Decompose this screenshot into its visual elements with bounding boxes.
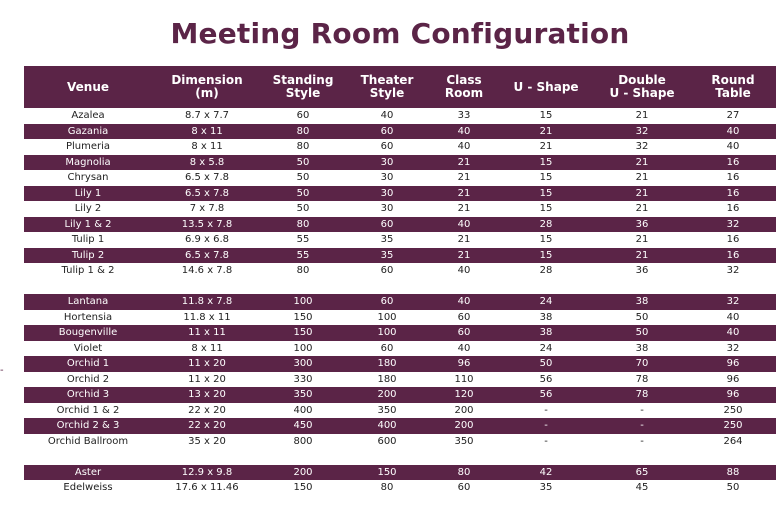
table-cell: 50 [539,358,553,370]
table-cell: 80 [296,125,310,137]
table-cell: 21 [635,203,649,215]
table-cell: 100 [293,342,313,354]
table-cell: 28 [539,218,553,230]
table-cell: 13 x 20 [188,389,226,401]
venue-name: Magnolia [65,156,111,168]
table-cell: 80 [296,141,310,153]
venue-name: Tulip 1 [71,234,105,246]
table-cell: 21 [635,234,649,246]
table-cell: 60 [457,482,471,494]
table-cell: 180 [377,373,397,385]
table-cell: 30 [380,187,394,199]
table-row [24,201,776,217]
table-cell: 22 x 20 [188,404,226,416]
table-cell: 400 [377,420,397,432]
table-cell: 6.5 x 7.8 [184,187,230,199]
venue-name: Lily 1 [74,187,102,199]
table-cell: 33 [457,110,471,122]
table-cell: 55 [296,249,310,261]
table-cell: 21 [457,249,471,261]
table-row [24,217,776,233]
column-header: U - Shape [513,79,579,94]
table-row [24,310,776,326]
table-cell: 40 [380,110,394,122]
table-row [24,465,776,481]
table-cell: 60 [296,110,310,122]
table-cell: 17.6 x 11.46 [175,482,239,494]
table-cell: 15 [539,172,553,184]
table-row [24,434,776,450]
table-row [24,372,776,388]
table-cell: 40 [457,342,471,354]
table-cell: 7 x 7.8 [189,203,225,215]
table-cell: 50 [296,156,310,168]
table-cell: 80 [380,482,394,494]
table-cell: 150 [293,311,313,323]
table-row [24,387,776,403]
table-cell: 8 x 11 [191,125,223,137]
table-cell: 21 [457,203,471,215]
table-cell: 300 [293,358,313,370]
row-spacer [24,449,776,465]
table-cell: 21 [635,156,649,168]
table-cell: 96 [726,358,740,370]
table-cell: 11 x 20 [188,358,226,370]
table-cell: 350 [293,389,313,401]
table-cell: 16 [726,249,740,261]
table-cell: 8 x 5.8 [189,156,225,168]
table-cell: 27 [726,110,740,122]
table-cell: - [640,420,644,432]
table-cell: 8 x 11 [191,141,223,153]
table-cell: 50 [635,327,649,339]
table-cell: 120 [454,389,474,401]
table-cell: 21 [539,141,553,153]
table-cell: 50 [635,311,649,323]
table-cell: 100 [293,296,313,308]
table-cell: 56 [539,373,553,385]
table-cell: 200 [293,466,313,478]
table-cell: 350 [454,435,474,447]
table-cell: 6.5 x 7.8 [184,249,230,261]
table-cell: - [640,404,644,416]
table-cell: 35 [380,234,394,246]
configuration-table [24,66,776,496]
table-cell: - [544,420,548,432]
table-cell: 40 [726,327,740,339]
table-cell: 150 [293,482,313,494]
table-cell: 38 [635,342,649,354]
table-cell: 15 [539,187,553,199]
table-cell: 11 x 20 [188,373,226,385]
table-cell: 22 x 20 [188,420,226,432]
table-cell: 40 [457,125,471,137]
table-cell: - [640,435,644,447]
table-cell: 96 [457,358,471,370]
venue-name: Orchid 2 & 3 [56,420,120,432]
table-cell: 28 [539,265,553,277]
table-cell: 60 [380,125,394,137]
table-cell: 78 [635,373,649,385]
table-cell: 100 [377,311,397,323]
table-row [24,124,776,140]
table-cell: 8 x 11 [191,342,223,354]
table-cell: 60 [380,342,394,354]
table-cell: 50 [296,187,310,199]
table-cell: 21 [635,249,649,261]
side-mark: - [0,365,4,376]
venue-name: Orchid 2 [66,373,110,385]
table-cell: 60 [457,327,471,339]
table-cell: 600 [377,435,397,447]
table-cell: 40 [726,125,740,137]
table-body [24,108,776,496]
table-cell: 330 [293,373,313,385]
table-cell: 40 [457,218,471,230]
table-cell: 14.6 x 7.8 [181,265,233,277]
column-header: Round Table [711,73,755,100]
table-cell: 400 [293,404,313,416]
table-cell: 56 [539,389,553,401]
table-cell: 24 [539,296,553,308]
table-row [24,108,776,124]
table-cell: 16 [726,187,740,199]
venue-name: Bougenville [58,327,118,339]
venue-name: Tulip 2 [71,249,105,261]
table-cell: 16 [726,156,740,168]
table-row [24,155,776,171]
table-cell: 35 [380,249,394,261]
table-cell: 24 [539,342,553,354]
table-cell: 11.8 x 11 [183,311,231,323]
table-cell: 40 [457,296,471,308]
table-cell: 80 [296,265,310,277]
table-cell: 350 [377,404,397,416]
table-cell: 42 [539,466,553,478]
table-cell: 30 [380,156,394,168]
table-cell: 50 [296,172,310,184]
table-cell: 40 [726,141,740,153]
table-cell: 30 [380,203,394,215]
venue-name: Aster [74,466,102,478]
table-cell: 65 [635,466,649,478]
table-row [24,186,776,202]
table-cell: 15 [539,203,553,215]
table-row [24,170,776,186]
table-row [24,139,776,155]
table-cell: 32 [635,141,649,153]
venue-name: Hortensia [63,311,113,323]
table-cell: 60 [380,296,394,308]
venue-name: Gazania [67,125,109,137]
table-cell: 15 [539,110,553,122]
table-cell: 38 [539,327,553,339]
table-cell: 21 [635,172,649,184]
table-cell: 32 [635,125,649,137]
table-cell: 6.5 x 7.8 [184,172,230,184]
venue-name: Plumeria [65,141,111,153]
table-cell: 8.7 x 7.7 [184,110,230,122]
table-row [24,263,776,279]
table-cell: 60 [457,311,471,323]
table-cell: 21 [539,125,553,137]
table-cell: 12.9 x 9.8 [181,466,233,478]
table-row [24,356,776,372]
venue-name: Orchid 1 & 2 [56,404,120,416]
table-cell: 800 [293,435,313,447]
table-cell: 13.5 x 7.8 [181,218,233,230]
table-cell: - [544,435,548,447]
table-row [24,294,776,310]
table-cell: - [544,404,548,416]
table-cell: 60 [380,141,394,153]
table-cell: 16 [726,234,740,246]
table-cell: 32 [726,218,740,230]
venue-name: Tulip 1 & 2 [61,265,115,277]
venue-name: Azalea [71,110,105,122]
venue-name: Edelweiss [63,482,113,494]
column-header: Dimension (m) [171,73,243,100]
table-cell: 40 [457,141,471,153]
table-cell: 55 [296,234,310,246]
venue-name: Orchid 3 [66,389,110,401]
table-cell: 150 [377,466,397,478]
table-cell: 70 [635,358,649,370]
venue-name: Orchid 1 [66,358,110,370]
table-row [24,232,776,248]
venue-name: Violet [73,342,103,354]
column-header: Theater Style [360,73,414,100]
venue-name: Lily 2 [74,203,102,215]
table-cell: 16 [726,172,740,184]
table-cell: 180 [377,358,397,370]
table-cell: 78 [635,389,649,401]
table-cell: 38 [539,311,553,323]
table-cell: 110 [454,373,474,385]
table-cell: 21 [635,187,649,199]
table-cell: 15 [539,249,553,261]
table-cell: 88 [726,466,740,478]
table-cell: 60 [380,265,394,277]
table-cell: 6.9 x 6.8 [184,234,230,246]
table-cell: 36 [635,218,649,230]
table-cell: 32 [726,342,740,354]
table-cell: 21 [457,234,471,246]
table-cell: 96 [726,373,740,385]
table-cell: 250 [723,404,743,416]
column-header: Class Room [444,73,484,100]
table-cell: 200 [454,404,474,416]
table-cell: 21 [457,187,471,199]
table-header [24,66,776,108]
table-row [24,403,776,419]
table-cell: 38 [635,296,649,308]
table-cell: 11.8 x 7.8 [181,296,233,308]
table-cell: 50 [296,203,310,215]
venue-name: Orchid Ballroom [47,435,129,447]
table-cell: 80 [457,466,471,478]
table-cell: 200 [377,389,397,401]
row-spacer [24,279,776,295]
table-cell: 36 [635,265,649,277]
column-header: Standing Style [272,73,334,100]
table-cell: 50 [726,482,740,494]
table-cell: 264 [723,435,743,447]
table-cell: 32 [726,265,740,277]
table-cell: 35 x 20 [188,435,226,447]
table-cell: 21 [457,156,471,168]
table-cell: 40 [457,265,471,277]
table-row [24,325,776,341]
table-cell: 15 [539,234,553,246]
table-cell: 60 [380,218,394,230]
table-row [24,341,776,357]
table-cell: 35 [539,482,553,494]
table-cell: 32 [726,296,740,308]
table-cell: 16 [726,203,740,215]
table-cell: 200 [454,420,474,432]
table-row [24,418,776,434]
table-cell: 250 [723,420,743,432]
table-row [24,480,776,496]
table-cell: 21 [635,110,649,122]
table-cell: 40 [726,311,740,323]
venue-name: Lily 1 & 2 [64,218,112,230]
table-cell: 11 x 11 [188,327,226,339]
table-row [24,248,776,264]
table-cell: 45 [635,482,649,494]
table-cell: 150 [293,327,313,339]
table-cell: 96 [726,389,740,401]
table-cell: 21 [457,172,471,184]
column-header: Double U - Shape [609,73,675,100]
table-cell: 15 [539,156,553,168]
table-cell: 450 [293,420,313,432]
table-cell: 80 [296,218,310,230]
venue-name: Chrysan [67,172,109,184]
table-cell: 30 [380,172,394,184]
venue-name: Lantana [67,296,109,308]
table-cell: 100 [377,327,397,339]
page-title: Meeting Room Configuration [170,17,630,50]
column-header: Venue [67,79,109,94]
